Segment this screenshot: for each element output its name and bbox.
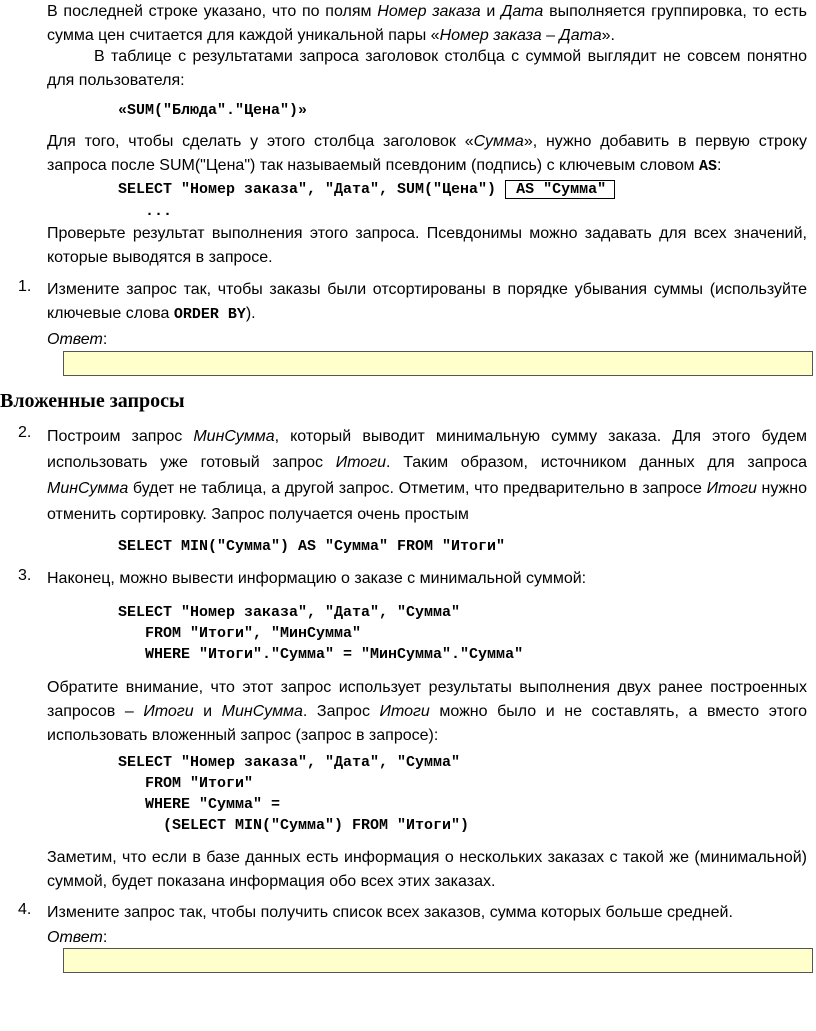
code-alias-query: SELECT "Номер заказа", "Дата", SUM("Цена") AS "Сумма": [118, 179, 816, 200]
alias-highlight-box: AS "Сумма": [505, 180, 615, 199]
task-1-text: Измените запрос так, чтобы заказы были отсортированы в порядке убывания суммы (используйте ключевые слова ORDER BY).: [47, 281, 807, 323]
intro-paragraph-1: В последней строке указано, что по полям Номер заказа и Дата выполняется группировка, то есть сумма цен считается для каждой уникальной пары «Номер заказа – Дата».: [47, 3, 807, 44]
item-3-paragraph-3: Заметим, что если в базе данных есть информация о нескольких заказах с такой же (минимальной) суммой, будет показана информация обо всех этих заказах.: [47, 849, 807, 890]
task-1-answer-label: Ответ:: [47, 331, 108, 348]
code-min-sum: SELECT MIN("Сумма") AS "Сумма" FROM "Итоги": [118, 538, 506, 555]
section-heading: Вложенные запросы: [0, 390, 185, 412]
task-4-answer-label: Ответ:: [47, 929, 108, 946]
code-ellipsis: ...: [118, 203, 173, 220]
task-4-number: 4.: [18, 901, 32, 918]
task-4-text: Измените запрос так, чтобы получить список всех заказов, сумма которых больше средней.: [47, 904, 733, 921]
item-3-text: Наконец, можно вывести информацию о заказе с минимальной суммой:: [47, 570, 587, 587]
task-1-answer-field[interactable]: [63, 351, 813, 376]
item-2-text: Построим запрос МинСумма, который выводит минимальную сумму заказа. Для этого будем использовать уже готовый запрос Итоги. Таким образом, источником данных для запроса МинСумма будет не таблица, а другой запрос. Отметим, что предварительно в запросе Итоги нужно отменить сортировку. Запрос получается очень простым: [47, 428, 808, 523]
code-sum-header: «SUM("Блюда"."Цена")»: [118, 102, 308, 119]
item-3-paragraph-2: Обратите внимание, что этот запрос использует результаты выполнения двух ранее построенных запросов – Итоги и МинСумма. Запрос Итоги можно было и не составлять, а вместо этого использовать вложенный запрос (запрос в запросе):: [47, 679, 808, 744]
task-1-number: 1.: [18, 278, 32, 295]
code-min-order-join: SELECT "Номер заказа", "Дата", "Сумма" FROM "Итоги", "МинСумма" WHERE "Итоги"."Сумма" = "МинСумма"."Сумма": [118, 604, 524, 663]
item-2-number: 2.: [18, 424, 32, 441]
intro-paragraph-4: Проверьте результат выполнения этого запроса. Псевдонимы можно задавать для всех значений, которые выводятся в запросе.: [47, 225, 807, 266]
intro-paragraph-2: В таблице с результатами запроса заголовок столбца с суммой выглядит не совсем понятно для пользователя:: [47, 48, 807, 89]
intro-paragraph-3: Для того, чтобы сделать у этого столбца заголовок «Сумма», нужно добавить в первую строку запроса после SUM("Цена") так называемый псевдоним (подпись) с ключевым словом AS:: [47, 133, 808, 175]
code-nested-query: SELECT "Номер заказа", "Дата", "Сумма" FROM "Итоги" WHERE "Сумма" = (SELECT MIN("Сумма") FROM "Итоги"): [118, 754, 470, 834]
item-3-number: 3.: [18, 567, 32, 584]
task-4-answer-field[interactable]: [63, 948, 813, 973]
